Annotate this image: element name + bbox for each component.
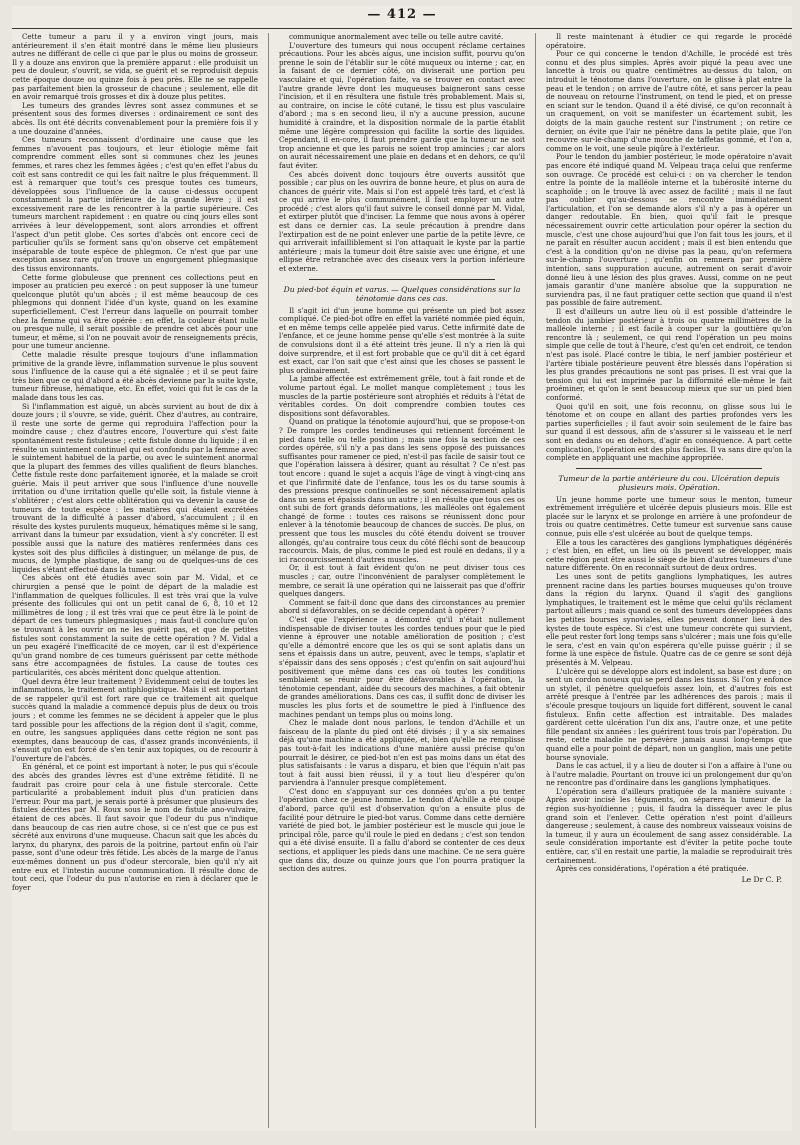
- paragraph: Un jeune homme porte une tumeur sous le menton, tumeur extrêmement irrégulière et ulcérée depuis plusieurs mois. Elle est placée sur le larynx et se prolonge en arrière à une profondeur de trois ou quatre centimètres. Cette tumeur est survenue sans cause connue, puis elle s'est ulcérée au bout de quelque temps.: [546, 494, 792, 539]
- paragraph: En général, et ce point est important à noter, le pus qui s'écoule des abcès des grandes lèvres est d'une extrême fétidité. Il ne faudrait pas croire pour cela à une fistule stercorale. Cette particularité a probablement induit plus d'un praticien dans l'erreur. Pour ma part, je serais porté à présumer que plusieurs des fistules décrites par M. Roux sous le nom de fistule ano-vulvaire, étaient de ces abcès. Il faut savoir que l'odeur du pus n'indique dans beaucoup de cas rien autre chose, si ce n'est que ce pus est sécrété aux environs d'une muqueuse. Chacun sait que les abcès du larynx, du pharynx, des parois de la poitrine, partout enfin où l'air passe, sont d'une odeur très fétide. Les abcès de la marge de l'anus eux-mêmes donnent un pus d'odeur stercorale, bien qu'il n'y ait entre eux et l'intestin aucune communication. Il résulte donc de tout ceci, que l'odeur du pus n'autorise en rien à déclarer que le foyer: [12, 762, 258, 892]
- section-title: Du pied-bot équin et varus. — Quelques considérations sur la ténotomie dans ces cas.: [283, 284, 521, 303]
- author-signature: Le Dr C. P.: [741, 874, 782, 884]
- column-divider: [268, 33, 269, 1128]
- text-columns: [12, 29, 792, 1128]
- paragraph: Si l'inflammation est aiguë, un abcès survient au bout de dix à douze jours ; il s'ouvre, se vide, guérit. Chez d'autres, au contraire, il reste une sorte de germe qui reproduira l'affection pour la moindre cause ; chez d'autres encore, l'ouverture qui s'est faite spontanément reste fistuleuse ; cette fistule donne du liquide ; il en résulte un suintement continuel qui est confondu par la femme avec le suintement habituel de la partie, ou avec le suintement anormal que la plupart des femmes des villes qualifient de fleurs blanches. Cette fistule reste donc parfaitement ignorée, et la malade se croit guérie. Mais il peut arriver que sous l'influence d'une nouvelle irritation ou d'une irritation quelle qu'elle soit, la fistule vienne à s'oblitérer ; c'est alors cette oblitération qui va devenir la cause de tumeurs de toute espèce : les matières qui étaient excrétées trouvant de la difficulté à passer d'abord, s'accumulent ; il en résulte des kystes purulents muqueux, hématiques même si le sang, arrivant dans la tumeur par exsudation, vient à s'y concréter. Il est possible aussi que la nature des matières renfermées dans ces kystes soit des plus difficiles à distinguer, un mélange de pus, de mucus, de lymphe plastique, de sang ou de quelques-uns de ces liquides s'étant effectué dans la tumeur.: [12, 401, 258, 574]
- page-number: — 412 —: [367, 7, 437, 22]
- paragraph: L'opération sera d'ailleurs pratiquée de la manière suivante : Après avoir incisé les téguments, on séparera la tumeur de la région sus-hyoïdienne ; puis, il faudra la disséquer avec le plus grand soin et l'enlever. Cette opération n'est point d'ailleurs dangereuse ; seulement, à cause des nombreux vaisseaux voisins de la tumeur, il y aura un écoulement de sang assez considérable. La seule considération importante est d'éviter la petite poche toute entière, car, s'il en restait une partie, la maladie se reproduirait très certainement.: [546, 786, 792, 865]
- paragraph: Pour le tendon du jambier postérieur, le mode opératoire n'avait pas encore été indiqué quand M. Velpeau traça celui que renferme son ouvrage. Ce procédé est celui-ci : on va chercher le tendon entre la pointe de la malléole interne et la tubérosité interne du scaphoïde ; on le trouve là avec assez de facilité ; mais il ne faut pas oublier qu'au-dessous se rencontre immédiatement l'articulation, et l'on se demande alors s'il n'y a pas à opérer un danger redoutable. En bien, quoi qu'il fait le presque nécessairement ouvrir cette articulation pour opérer la section du muscle, c'est une chose aujourd'hui que l'on fait tous les jours, et il ne paraît en résulter aucun accident ; mais il est bien entendu que c'est à la condition qu'on ne divise pas la peau, qu'on refermera sur-le-champ l'ouverture ; qu'enfin on remnera par première intention, sans suppuration aucune, autrement on serait d'avoir donné lieu à une lésion des plus graves. Aussi, comme on ne peut jamais garantir d'une manière absolue que la suppuration ne surviendra pas, il ne faut pratiquer cette section que quand il n'est pas possible de faire autrement.: [546, 152, 792, 308]
- paragraph: communique anormalement avec telle ou telle autre cavité.: [289, 33, 504, 41]
- paragraph: L'ouverture des tumeurs qui nous occupent réclame certaines précautions. Pour les abcès aigus, une incision suffit, pourvu qu'on prenne le soin de l'établir sur le côté muqueux ou interne ; car, en la faisant de ce dernier côté, on diviserait une portion peu vasculaire et qui, l'opération faite, va se trouver en contact avec l'autre grande lèvre dont les muqueuses baigneront sans cesse l'incision, et il en résultera une fistule très probablement. Mais si, au contraire, on incise le côté cutané, le tissu est plus vasculaire d'abord ; ma s en second lieu, il n'y a aucune pression, aucune humidité à craindre, et la disposition normale de la partie établit même une légère compression qui facilite la sortie des liquides. Cependant, il en-core, il faut prendre garde que la tumeur ne soit trop ancienne et que les parois ne soient trop amincies ; car alors on aurait nécessairement une plaie en dedans et en dehors, ce qu'il faut éviter.: [279, 40, 525, 170]
- paragraph: Il reste maintenant à étudier ce qui regarde le procédé opératoire.: [546, 33, 792, 50]
- section-rule: [309, 279, 495, 280]
- paragraph: Pour ce qui concerne le tendon d'Achille, le procédé est très connu et des plus simples. Après avoir piqué la peau avec une lancette à trois ou quatre centimètres au-dessus du talon, on introduit le ténotome dans l'ouverture, on le glisse à plat entre la peau et le tendon ; on arrive de l'autre côté, et sans percer la peau de nouveau on retourne l'instrument, on tend le pied, et on presse en sciant sur le tendon. Quand il a été divisé, ce qu'on reconnaît à un craquement, on voit se manifester un écartement subit, les doigts de la main gauche restent sur l'instrument ; on retire ce dernier, on évite que l'air ne pénètre dans la petite plaie, que l'on recouvre sur-le-champ d'une mouche de taffetas gommé, et l'on a, comme on le voit, une seule piqûre à l'extérieur.: [546, 49, 792, 153]
- section-title: Tumeur de la partie antérieure du cou. Ulcération depuis plusieurs mois. Opération.: [558, 473, 780, 492]
- paragraph: Chez le malade dont nous parlons, le tendon d'Achille et un faisceau de la plante du pied ont été divisés ; il y a six semaines déjà qu'une machine a été appliquée, et, bien qu'elle ne remplisse pas tout-à-fait les indications d'une manière aussi précise qu'on pourrait le désirer, ce pied-bot n'en est pas moins dans un état des plus satisfaisants : le varus a disparu, et bien que l'équin n'ait pas tout à fait aussi bien réussi, il y a tout lieu d'espérer qu'on parviendra à l'annuler presque complètement.: [279, 718, 525, 788]
- paragraph: Ces abcès ont été étudiés avec soin par M. Vidal, et ce chirurgien a pensé que le point de départ de la maladie est l'inflammation de quelques follicules. Il est très vrai que la vulve présente des follicules qui ont un petit canal de 6, 8, 10 et 12 millimètres de long ; il est très vrai que ce peut être là le point de départ de ces tumeurs phlegmasiques ; mais faut-il conclure qu'on se trouvant à les ouvrir on ne les guérit pas, et que de petites fistules sont constamment la suite de cette opération ? M. Vidal a un peu exagéré l'inefficacité de ce moyen, car il est d'expérience qu'un grand nombre de ces tumeurs guérissent par cette méthode sans être accompagnées de fistules. La cause de toutes ces particularités, ces abcès méritent donc quelque attention.: [12, 573, 258, 677]
- paragraph: Quand on pratique la ténotomie aujourd'hui, que se propose-t-on ? De rompre les cordes tendineuses qui retiennent forcément le pied dans telle ou telle position ; mais une fois la section de ces cordes opérée, s'il n'y a pas dans les sens opposé des puissances suffisantes pour ramener ce pied, n'est-il pas facile de saisir tout ce que l'opération laissera à désirer, quant au résultat ? Ce n'est pas tout encore : quand le sujet a acquis l'âge de vingt à vingt-cinq ans et que l'infirmité date de l'enfance, tous les os du tarse soumis à des pressions presque continuelles se sont nécessairement aplatis dans un sens et épaissis dans un autre ; il en résulte que tous ces os ont subi de fort grands déformations, les malléoles ont également changé de forme : toutes ces raisons se réunissent donc pour enlever à la ténotomie beaucoup de chances de succès. De plus, on pressent que tous les muscles du côté étendu doivent se trouver allongés, qu'au contraire tous ceux du côté fléchi sont de beaucoup raccourcis. Mais, de plus, comme le pied est roulé en dedans, il y a ici raccourcissement d'autres muscles.: [279, 417, 525, 564]
- paragraph: Il est d'ailleurs un autre lieu où il est possible d'atteindre le tendon du jambier postérieur à trois ou quatre millimètres de la malléole interne ; il est facile à couper sur la gouttière qu'on rencontre là ; seulement, ce qui rend l'opération un peu moins simple que celle de tout à l'heure, c'est qu'en cet endroit, ce tendon n'est pas isolé. Placé contre le tibia, le nerf jambier postérieur et l'artère tibiale postérieure peuvent être blessés dans l'opération si les plus grandes précautions ne sont pas prises. Il est vrai que la tension qui lui est imprimée par la difformité elle-même le fait proéminer, et qu'on le sent beaucoup mieux que sur un pied bien conformé.: [546, 307, 792, 402]
- paragraph: Ces abcès doivent donc toujours être ouverts aussitôt que possible ; car plus on les ouvrira de bonne heure, et plus on aura de chances de guérir vite. Mais si l'on est appelé très tard, et c'est là ce qui arrive le plus communément, il faut employer un autre procédé ; c'est alors qu'il faut suivre le conseil donné par M. Vidal, et extirper plutôt que d'inciser. La femme que nous avons à opérer est dans ce dernier cas. La seule précaution à prendre dans l'extirpation est de ne point enlever une partie de la petite lèvre, ce qui arriverait infailliblement si l'on attaquait le kyste par la partie antérieure ; mais la tumeur doit être saisie avec une érigne, et une ellipse être retranchée avec des ciseaux vers la portion inférieure et externe.: [279, 169, 525, 274]
- paragraph: Quel devra être leur traitement ? Evidemment celui de toutes les inflammations, le traitement antiphlogistique. Mais il est important de se rappeler qu'il est fort rare que ce traitement ait quelque succès quand la maladie a commencé depuis plus de deux ou trois jours ; et comme les femmes ne se décident à appeler que le plus tard possible pour les affections de la région dont il s'agit, comme, en outre, les sangsues appliquées dans cette région ne sont pas exemptes, dans beaucoup de cas, d'assez grands inconvénients, il s'ensuit qu'on est forcé de s'en tenir aux topiques, ou de recourir à l'ouverture de l'abcès.: [12, 676, 258, 763]
- paragraph: Les unes sont de petits ganglions lymphatiques, les autres prennent racine dans les parties bourses muqueuses qu'on trouve dans la région du larynx. Quand il s'agit des ganglions lymphatiques, le traitement est le même que celui qu'ils réclament partout ailleurs ; mais quand ce sont des tumeurs développées dans les petites bourses synoviales, elles peuvent donner lieu à des kystes de toute espèce. Si c'est une tumeur concrète qui survient, elle peut rester fort long temps sans s'ulcérer ; mais une fois qu'elle le sera, c'est en vain qu'on espérera qu'elle puisse guérir ; il se forme là une espèce de fistule. Quatre cas de ce genre se sont déjà présentés à M. Velpeau.: [546, 572, 792, 667]
- paragraph: C'est donc en s'appuyant sur ces données qu'on a pu tenter l'opération chez ce jeune homme. Le tendon d'Achille a été coupé d'abord, parce qu'il est d'observation qu'on a ensuite plus de facilité pour détruire le pied-bot varus. Comme dans cette dernière variété de pied bot, le jambier postérieur est le muscle qui joue le principal rôle, parce qu'il roule le pied en dedans ; c'est son tendon qui a été divisé ensuite. Il a fallu d'abord se contenter de ces deux sections, et appliquer les pieds dans une machine. Ce ne sera guère que dans dix, douze ou quinze jours que l'on pourra pratiquer la section des autres.: [279, 786, 525, 874]
- paragraph: Elle a tous les caractères des ganglions lymphatiques dégénérés ; c'est bien, en effet, un lieu où ils peuvent se développer, mais cette région peut être aussi le siège de bien d'autres tumeurs d'une nature différente. On en reconnaît surtout de deux ordres.: [546, 537, 792, 573]
- column-1: [12, 33, 258, 1128]
- paragraph: Dans le cas actuel, il y a lieu de douter si l'on a affaire à l'une ou à l'autre maladie. Pourtant on trouve ici un prolongement dur qu'on ne rencontre pas d'ordinaire dans les ganglions lymphatiques.: [546, 761, 792, 788]
- paragraph: Cette tumeur a paru il y a environ vingt jours, mais antérieurement il s'en était montré dans le même lieu plusieurs autres ne différant de celle ci que par le plus ou moins de grosseur. Il y a douze ans environ que la première apparut : elle produisit un peu de douleur, s'ouvrit, se vida, se guérit et se reproduisit depuis cette époque douze ou quinze fois à peu près. Elle ne se rappelle pas parfaitement bien la grosseur de chacune ; seulement, elle dit en avoir remarqué trois grosses et dix à douze plus petites.: [12, 33, 258, 102]
- column-divider: [535, 33, 536, 1128]
- paragraph: Ces tumeurs reconnaissent d'ordinaire une cause que les femmes n'avouent pas toujours, et leur étiologie même fait comprendre comment elles sont si communes chez les jeunes femmes, et rares chez les femmes âgées ; c'est qu'en effet l'abus du coït est sans contredit ce qui les fait naître le plus fréquemment. Il est à remarquer que tout's ces presque toutes ces tumeurs, développées sous l'influence de la cause ci-dessus occupent constamment la partie inférieure de la grande lèvre ; il est excessivement rare de les rencontrer à la partie supérieure. Ces tumeurs marchent rapidement : en quatre ou cinq jours elles sont arrivées à leur développement, sont alors arrondies et offrent l'aspect d'un petit globe. Ces sortes d'abcès ont encore ceci de particulier qu'ils se forment sans qu'on observe cet empâtement inséparable de toute espèce de phlegmon. Ce n'est que par une exception assez rare qu'on trouve un engorgement phlegmasique des tissus environnants.: [12, 135, 258, 274]
- paragraph: L'ulcère qui se développe alors est indolent, sa base est dure ; on sent un cordon noueux qui se perd dans les tissus. Si l'on y enfonce un stylet, il pénètre quelquefois assez loin, et d'autres fois est arrêté presque à l'entrée par les adhérences des parois ; mais il s'écoule presque toujours un liquide fort différent, souvent le canal fistuleux. Enfin cette affection est intraitable. Des malades gardèrent cette ulcération l'un dix ans, l'autre onze, et une petite fille pendant six années : les guérirent tous trois par l'opération. Du reste, cette maladie ne persévère jamais aussi long-temps que quand elle a pour point de départ, non un ganglion, mais une petite bourse synoviale.: [546, 666, 792, 762]
- paragraph: Cette maladie résulte presque toujours d'une inflammation primitive de la grande lèvre, inflammation survenue le plus souvent sous l'influence de la cause qui a été signalée ; et il se peut faire très bien que ce qui d'abord a été abcès devienne par la suite kyste, tumeur fibreuse, hématique, etc. En effet, voici qui fut le cas de la malade dans tous les cas.: [12, 349, 258, 402]
- paragraph: Comment se fait-il donc que dans des circonstances au premier abord si défavorables, on se décide cependant à opérer ?: [279, 597, 525, 616]
- paragraph: La jambe affectée est extrêmement grêle, tout à fait ronde et de volume partout égal. Le mollet manque complètement ; tous les muscles de la partie postérieure sont atrophiés et réduits à l'état de véritables cordes. On doit comprendre combien toutes ces dispositions sont défavorables.: [279, 374, 525, 418]
- section-rule: [576, 468, 762, 469]
- paragraph: Or, il est tout à fait évident qu'on ne peut diviser tous ces muscles ; car, outre l'inconvénient de paralyser complètement le membre, ce serait là une opération qui ne laisserait pas que d'offrir quelques dangers.: [279, 563, 525, 599]
- paragraph: Après ces considérations, l'opération a été pratiquée.: [556, 864, 749, 874]
- paragraph: C'est que l'expérience a démontré qu'il n'était nullement indispensable de diviser toutes les cordes tendues pour que le pied vienne à éprouver une notable amélioration de position ; c'est qu'elle a démontré encore que les os qui se sont aplatis dans un sens et épaissis dans un autre, peuvent, avec le temps, s'aplatir et s'épaissir dans des sens opposés ; c'est qu'enfin on sait aujourd'hui positivement que même dans ces cas où toutes les conditions semblaient se réunir pour être défavorables à l'opération, la ténotomie cependant, aidée du secours des machines, a fait obtenir de grandes améliorations. Dans ces cas, il suffit donc de diviser les muscles les plus forts et de soumettre le pied à l'influence des machines pendant un temps plus ou moins long.: [279, 615, 525, 719]
- column-2: [279, 33, 525, 1128]
- paragraph: Cette forme globuleuse que prennent ces collections peut en imposer au praticien peu exercé : on peut supposer là une tumeur quelconque plutôt qu'un abcès ; il est même beaucoup de ces phlegmons qui donnent l'idée d'un kyste, quand on les examine superficiellement. C'est l'erreur dans laquelle on pourrait tomber chez la femme qui va être opérée : en effet, la couleur étant nulle ou presque nulle, il serait possible de prendre cet abcès pour une tumeur, et même, si l'on ne pouvait avoir de renseignements précis, pour une tumeur ancienne.: [12, 272, 258, 351]
- paragraph: Les tumeurs des grandes lèvres sont assez communes et se présentent sous des formes diverses : ordinairement ce sont des abcès. Ils ont été décrits convenablement pour la première fois il y a une douzaine d'années.: [12, 100, 258, 136]
- page-header: [12, 6, 792, 29]
- column-3: [546, 33, 792, 1128]
- paragraph: Il s'agit ici d'un jeune homme qui présente un pied bot assez compliqué. Ce pied-bot offre en effet la variété nommée pied équin, et en même temps celle appelée pied varus. Cette infirmité date de l'enfance, et ce jeune homme pense qu'elle s'est montrée à la suite de convulsions dont il a été atteint très jeune. Il n'y a rien là qui doive surprendre, et il est fort probable que ce qu'il dit à cet égard est exact, car l'on sait que c'est ainsi que les choses se passent le plus ordinairement.: [279, 305, 525, 375]
- newspaper-page: [12, 6, 792, 1131]
- paragraph: Quoi qu'il en soit, une fois reconnu, on glisse sous lui le ténotome et on coupe en allant des parties profondes vers les parties superficielles ; il faut avoir soin seulement de le faire bas sur quand il est dessous, afin de s'assurer si le vaisseau et le nerf sont en dedans ou en dehors, d'agir en conséquence. A part cette complication, l'opération est des plus faciles. Il va sans dire qu'on la complète en appliquant une machine appropriée.: [546, 401, 792, 463]
